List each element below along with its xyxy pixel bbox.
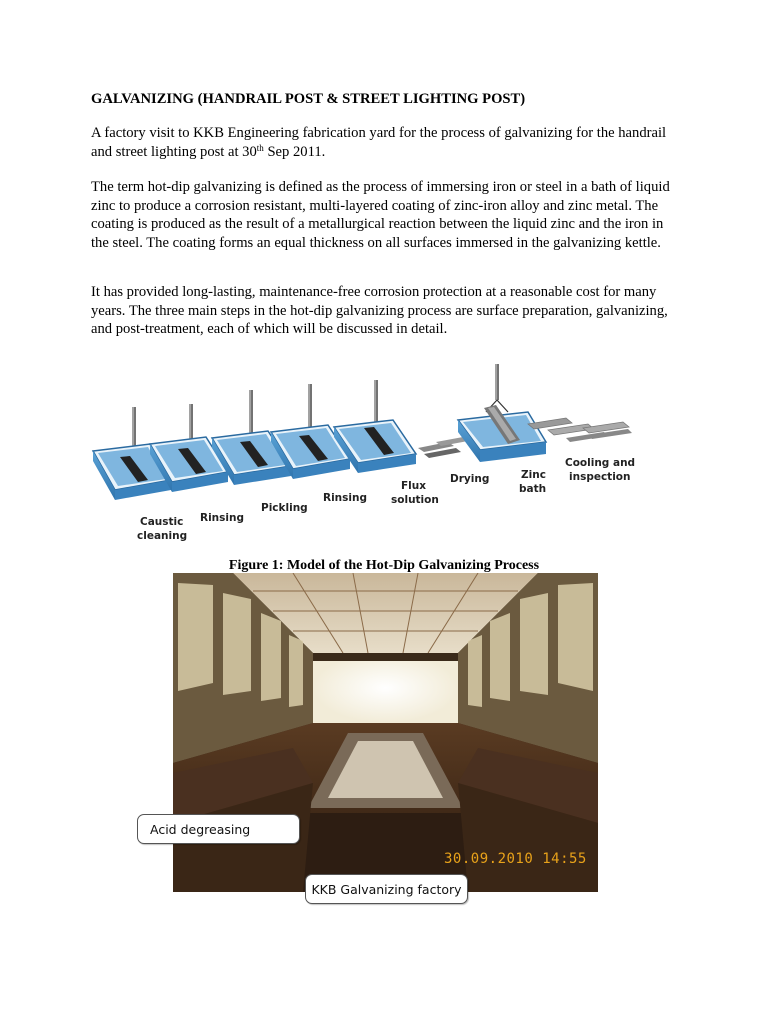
label-flux-1: Flux [401, 480, 427, 492]
intro-paragraph [91, 124, 681, 161]
intro-text-end: Sep 2011. [263, 143, 326, 160]
label-caustic-2: cleaning [137, 530, 188, 542]
label-flux-2: solution [391, 494, 439, 506]
callout-kkb-factory: KKB Galvanizing factory [305, 874, 468, 904]
drying-rack [418, 437, 468, 458]
factory-photo [173, 573, 598, 892]
label-rinsing-1: Rinsing [200, 512, 244, 524]
label-cooling-2: inspection [569, 471, 631, 483]
galvanizing-process-diagram [88, 362, 648, 552]
callout-acid-degreasing: Acid degreasing [137, 814, 300, 844]
label-zinc-1: Zinc [521, 469, 546, 481]
document-heading: GALVANIZING (HANDRAIL POST & STREET LIGHTING POST) [91, 91, 526, 107]
definition-paragraph: The term hot-dip galvanizing is defined as the process of immersing iron or steel in a bath of liquid zinc to produce a corrosion resistant, multi-layered coating of zinc-iron alloy and zinc metal. The coating is produced as the result of a metallurgical reaction between the liquid zinc and the iron in the steel. The coating forms an equal thickness on all surfaces immersed in the galvanizing kettle. [91, 179, 670, 251]
label-zinc-2: bath [519, 483, 547, 495]
intro-superscript: th [256, 142, 264, 153]
figure-caption: Figure 1: Model of the Hot-Dip Galvanizing Process [228, 558, 540, 573]
steps-paragraph: It has provided long-lasting, maintenance-free corrosion protection at a reasonable cost for many years. The three main steps in the hot-dip galvanizing process are surface preparation, galvanizing, and post-treatment, each of which will be discussed in detail. [91, 284, 668, 337]
label-pickling: Pickling [261, 502, 308, 514]
label-caustic-1: Caustic [140, 516, 184, 528]
label-cooling-1: Cooling and [565, 457, 636, 469]
label-rinsing-2: Rinsing [323, 492, 367, 504]
photo-timestamp: 30.09.2010 14:55 [444, 851, 587, 867]
label-drying: Drying [450, 473, 490, 485]
tank-zinc-bath [458, 364, 546, 462]
intro-text: A factory visit to KKB Engineering fabrication yard for the process of galvanizing for the handrail and street lighting post at 30 [91, 125, 667, 160]
